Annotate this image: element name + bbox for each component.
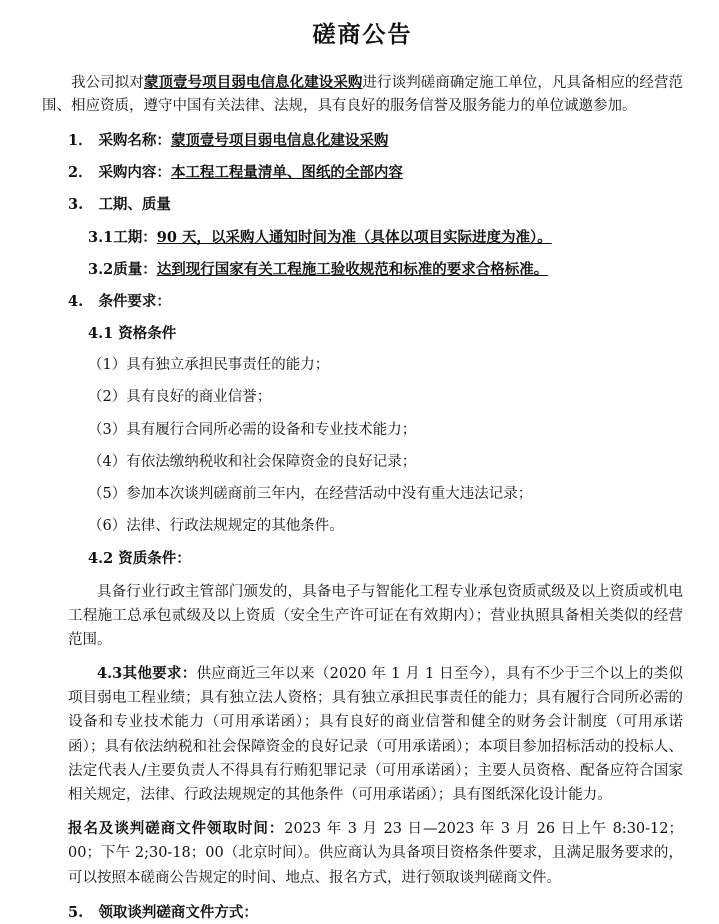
section-4-3-text: 供应商近三年以来（2020 年 1 月 1 日至今），具有不少于三个以上的类似项目弱电工程业绩；具有独立法人资格；具有独立承担民事责任的能力；具有履行合同所必需的设备和专业技术能力（可用承诺函）；具有良好的商业信誉和健全的财务会计制度（可用承诺函）；具有依法纳税和社会保障资金的良好记录（可用承诺函）；本项目参加招标活动的投标人、法定代表人/主要负责人不得具有行贿犯罪记录（可用承诺函）；主要人员资格、配备应符合国家相关规定，法律、行政法规规定的其他条件（可用承诺函）；具有图纸深化设计能力。: [68, 665, 684, 804]
qualification-item: （1）具有独立承担民事责任的能力；: [88, 357, 330, 374]
section-4-1-heading: [88, 322, 683, 345]
section-3-number: 3.: [68, 196, 84, 214]
section-3-title: 工期、质量: [98, 196, 171, 214]
section-3-1-label: 工期：: [113, 228, 157, 246]
intro-suffix: 进行谈判磋商确定施工单位，凡具备相应的经营范围、相应资质，遵守中国有关法律、法规，具有良好的服务信誉及服务能力的单位诚邀参加。: [42, 75, 684, 115]
section-3-2: [88, 258, 683, 281]
section-4-heading: [68, 290, 683, 313]
section-3-1-value: 90 天，以采购人通知时间为准（具体以项目实际进度为准）。: [156, 228, 552, 246]
page-title: 磋商公告: [312, 21, 413, 48]
item-purchase-content: [68, 161, 683, 184]
registration-text: 2023 年 3 月 23 日—2023 年 3 月 26 日上午 8:30-12；00；下午 2;30-18；00（北京时间）。供应商认为具备项目资格条件要求，且满足服务要求的，可以按照本磋商公告规定的时间、地点、报名方式，进行领取谈判磋商文件。: [68, 820, 683, 887]
qualification-item: （5）参加本次谈判磋商前三年内，在经营活动中没有重大违法记录；: [88, 486, 533, 503]
section-3-heading: [68, 193, 683, 216]
section-3-1: [88, 226, 683, 249]
item-label: 采购名称：: [98, 131, 171, 149]
qualification-item: （3）具有履行合同所必需的设备和专业技术能力；: [88, 421, 417, 438]
intro-prefix: 我公司拟对: [71, 75, 144, 91]
qualification-item: （2）具有良好的商业信誉；: [88, 389, 272, 406]
item-number: 2．: [68, 164, 93, 182]
item-number: 1．: [68, 131, 93, 149]
section-3-2-number: 3.2: [88, 260, 114, 278]
section-4-3-title: 其他要求：: [122, 664, 197, 682]
section-3-1-number: 3.1: [88, 228, 114, 246]
section-4-2-title: 资质条件：: [118, 550, 191, 568]
item-value: 本工程工程量清单、图纸的全部内容: [170, 164, 403, 182]
section-3-2-value: 达到现行国家有关工程施工验收规范和标准的要求合格标准。: [156, 260, 549, 278]
section-5-heading: [68, 901, 683, 924]
section-4-number: 4.: [68, 292, 84, 310]
registration-lead: 报名及谈判磋商文件领取时间：: [68, 819, 285, 837]
qualification-item: （6）法律、行政法规规定的其他条件。: [88, 518, 344, 535]
registration-block: [68, 817, 683, 891]
section-4-2-number: 4.2: [88, 550, 114, 568]
section-3-2-label: 质量：: [113, 260, 157, 278]
item-value: 蒙顶壹号项目弱电信息化建设采购: [170, 131, 389, 149]
section-4-1-title: 资格条件: [118, 325, 177, 343]
item-label: 采购内容：: [98, 164, 171, 182]
qualification-item: （4）有依法缴纳税收和社会保障资金的良好记录；: [88, 453, 417, 470]
section-4-3-number: 4.3: [97, 664, 123, 682]
section-5-number: 5.: [68, 903, 84, 921]
section-5-title: 领取谈判磋商文件方式：: [98, 903, 258, 921]
section-4-3-block: [68, 662, 683, 808]
item-purchase-name: [68, 129, 683, 152]
section-4-title: 条件要求：: [98, 292, 171, 310]
section-4-2-heading: [88, 547, 683, 570]
intro-paragraph: [42, 71, 683, 119]
section-4-1-number: 4.1: [88, 325, 114, 343]
section-4-2-text: 具备行业行政主管部门颁发的，具备电子与智能化工程专业承包资质贰级及以上资质或机电工程施工总承包贰级及以上资质（安全生产许可证在有效期内）；营业执照具备相关类似的经营范围。: [68, 583, 683, 649]
intro-project-name: 蒙顶壹号项目弱电信息化建设采购: [143, 74, 363, 91]
